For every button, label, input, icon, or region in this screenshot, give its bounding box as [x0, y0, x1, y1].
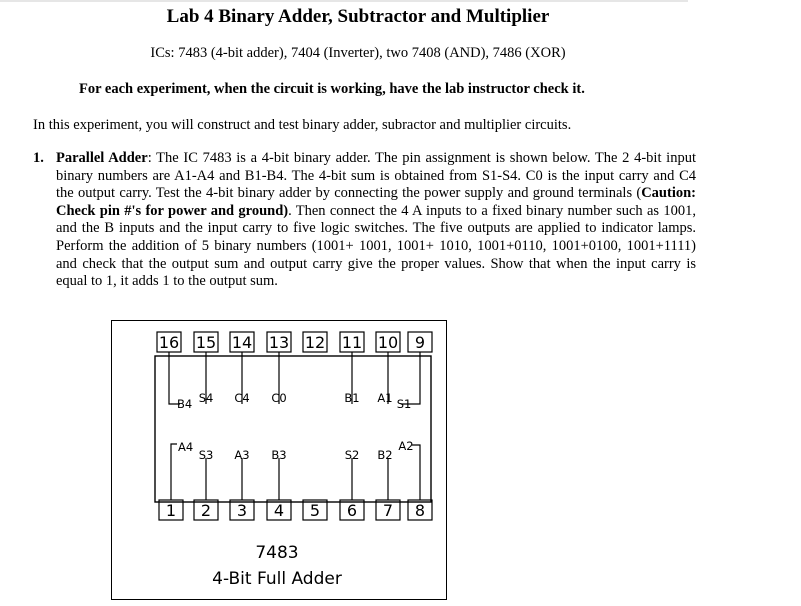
- pin-label-13: 13: [268, 333, 290, 352]
- pin-label-2: 2: [200, 501, 212, 520]
- chip-body: [155, 356, 431, 502]
- pin-label-14: 14: [231, 333, 253, 352]
- pin-label-12: 12: [304, 333, 326, 352]
- label-a3: A3: [234, 448, 250, 462]
- item-number: 1.: [33, 150, 44, 166]
- label-a1: A1: [377, 391, 393, 405]
- item-paragraph: [56, 150, 696, 291]
- label-b4: B4: [177, 397, 193, 411]
- chip-description: 4-Bit Full Adder: [212, 569, 342, 589]
- ic-7483-diagram: [111, 320, 447, 600]
- label-s1: S1: [396, 397, 412, 411]
- chip-part-number: 7483: [255, 543, 299, 563]
- pin-label-15: 15: [195, 333, 217, 352]
- pin-label-16: 16: [158, 333, 180, 352]
- pin-label-1: 1: [165, 501, 177, 520]
- caution-text: Caution: Check pin #'s for power and ground): [56, 185, 696, 219]
- page-top-rule: [0, 0, 688, 2]
- intro-paragraph: In this experiment, you will construct and test binary adder, subractor and multiplier circuits.: [33, 117, 572, 133]
- ics-list: ICs: 7483 (4-bit adder), 7404 (Inverter), two 7408 (AND), 7486 (XOR): [150, 45, 566, 61]
- item-text-b: . Then connect the 4 A inputs to a fixed binary number such as 1001, and the B inputs and the input carry to five logic switches. The five outputs are applied to indicator lamps. Perform the addition of 5 binary numbers (1001+ 1001, 1001+ 1010, 1001+0110, 1001+0100, 1001+1111) and check that the output sum and output carry give the proper values. Show that when the input carry is equal to 1, it adds 1 to the output sum.: [56, 202, 696, 290]
- label-s4: S4: [198, 391, 214, 405]
- pin-label-6: 6: [346, 501, 358, 520]
- label-c4: C4: [234, 391, 250, 405]
- internal-wiring: [169, 352, 420, 500]
- pin-label-9: 9: [414, 333, 426, 352]
- pin-label-3: 3: [236, 501, 248, 520]
- pin-label-8: 8: [414, 501, 426, 520]
- label-b2: B2: [377, 448, 393, 462]
- pin-label-11: 11: [341, 333, 363, 352]
- item-heading: Parallel Adder: [56, 150, 148, 166]
- label-a4: A4: [178, 440, 194, 454]
- label-a2: A2: [398, 439, 414, 453]
- pin-label-5: 5: [309, 501, 321, 520]
- label-b1: B1: [344, 391, 360, 405]
- pin-label-7: 7: [382, 501, 394, 520]
- item-text-a: : The IC 7483 is a 4-bit binary adder. The pin assignment is shown below. The 2 4-bit input binary numbers are A1-A4 and B1-B4. The 4-bit sum is obtained from S1-S4. C0 is the input carry and C4 the output carry. Test the 4-bit binary adder by connecting the power supply and ground terminals (: [56, 150, 696, 202]
- pin-function-labels: [177, 391, 414, 462]
- check-notice: For each experiment, when the circuit is working, have the lab instructor check it.: [79, 81, 585, 97]
- label-b3: B3: [271, 448, 287, 462]
- label-s3: S3: [198, 448, 214, 462]
- bottom-pin-row: [159, 500, 432, 520]
- top-pin-row: [157, 332, 432, 352]
- pin-label-4: 4: [273, 501, 285, 520]
- label-s2: S2: [344, 448, 360, 462]
- pin-label-10: 10: [377, 333, 399, 352]
- page-title: Lab 4 Binary Adder, Subtractor and Multiplier: [166, 6, 550, 27]
- label-c0: C0: [271, 391, 287, 405]
